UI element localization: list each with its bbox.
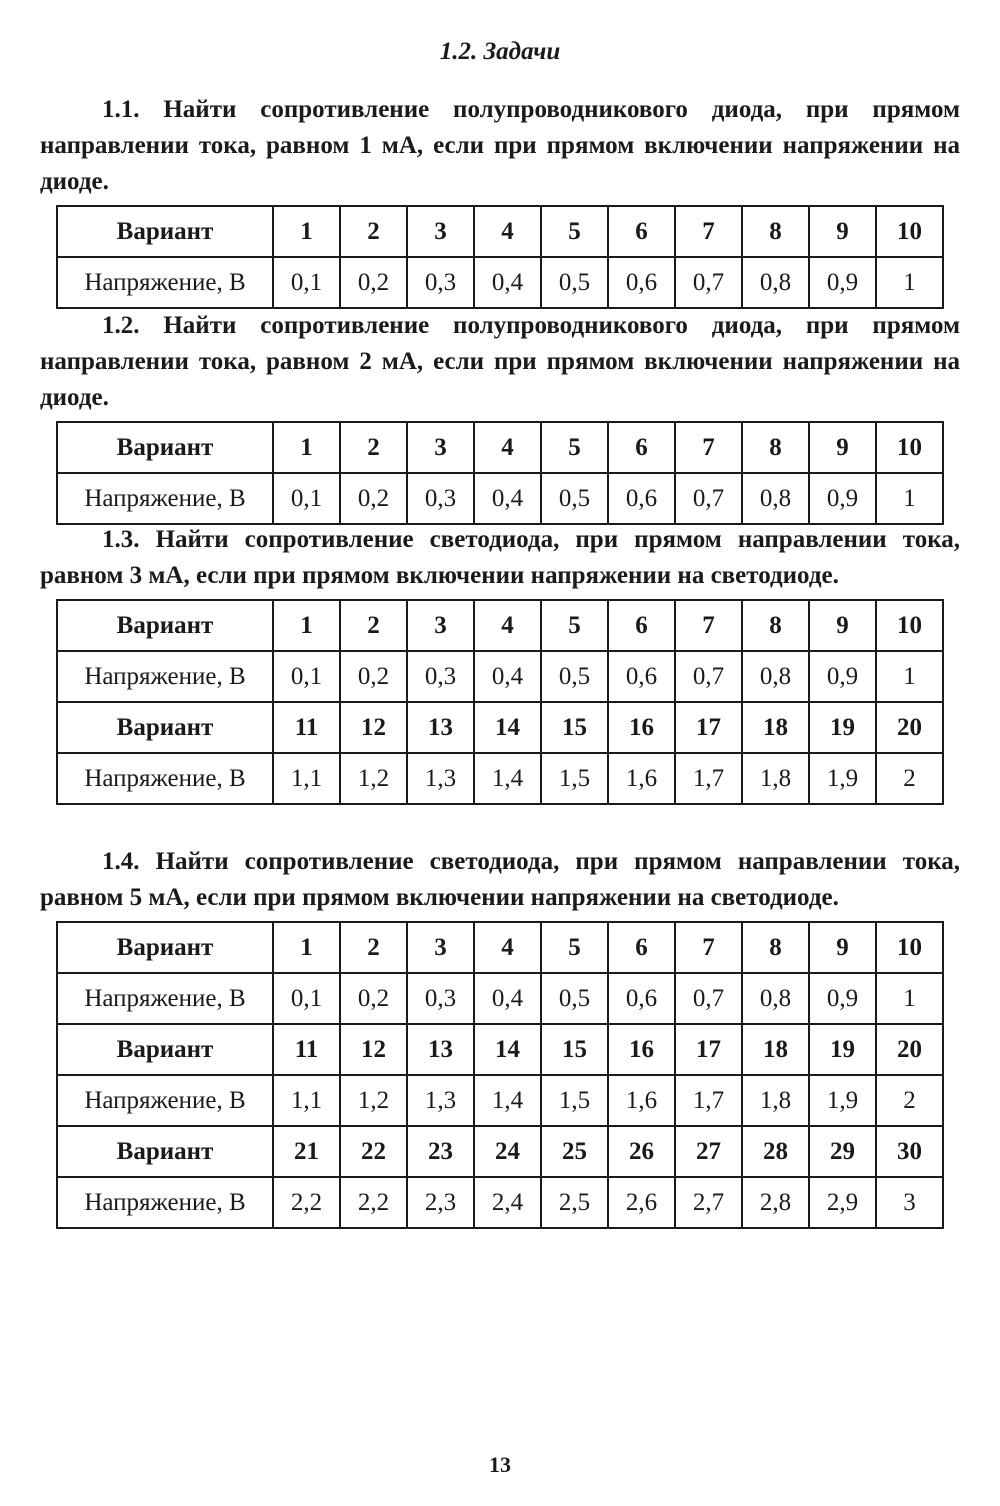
row-header: Напряжение, В — [57, 1177, 273, 1228]
problem-1-3 — [40, 522, 960, 805]
table-cell: 15 — [541, 1024, 608, 1075]
variant-row — [57, 600, 943, 651]
row-header: Напряжение, В — [57, 1075, 273, 1126]
table-cell: 19 — [809, 1024, 876, 1075]
table-cell: 0,1 — [273, 257, 340, 308]
table-cell: 0,2 — [340, 473, 407, 524]
problem-statement: Найти сопротивление полупроводникового диода, при прямом направлении тока, равном 1 мА, если при прямом включении напряжении на диоде. — [40, 96, 960, 195]
variant-row — [57, 702, 943, 753]
table-cell: 10 — [876, 922, 943, 973]
table-cell: 29 — [809, 1126, 876, 1177]
table-cell: 6 — [608, 922, 675, 973]
table-cell: 0,8 — [742, 257, 809, 308]
table-cell: 15 — [541, 702, 608, 753]
problem-1-4 — [40, 844, 960, 1229]
table-cell: 0,6 — [608, 473, 675, 524]
table-cell: 18 — [742, 1024, 809, 1075]
table-cell: 16 — [608, 702, 675, 753]
table-cell: 0,2 — [340, 651, 407, 702]
problem-1-2 — [40, 308, 960, 525]
table-cell: 8 — [742, 422, 809, 473]
table-cell: 1 — [876, 473, 943, 524]
table-cell: 1,4 — [474, 1075, 541, 1126]
table-cell: 10 — [876, 422, 943, 473]
table-cell: 1,7 — [675, 753, 742, 804]
table-cell: 2 — [340, 206, 407, 257]
table-cell: 0,6 — [608, 973, 675, 1024]
table-cell: 2 — [876, 1075, 943, 1126]
table-cell: 9 — [809, 600, 876, 651]
row-header: Вариант — [57, 1024, 273, 1075]
variant-row — [57, 922, 943, 973]
table-cell: 1,2 — [340, 1075, 407, 1126]
table-cell: 13 — [407, 702, 474, 753]
problem-number: 1.3. — [102, 526, 140, 553]
table-cell: 12 — [340, 702, 407, 753]
variant-table — [56, 421, 944, 525]
table-cell: 1,9 — [809, 753, 876, 804]
variant-table — [56, 921, 944, 1229]
table-cell: 1,8 — [742, 753, 809, 804]
table-cell: 0,9 — [809, 257, 876, 308]
variant-row — [57, 422, 943, 473]
problem-number: 1.4. — [102, 848, 140, 875]
problem-text — [40, 844, 960, 916]
variant-row — [57, 1024, 943, 1075]
table-cell: 11 — [273, 1024, 340, 1075]
table-cell: 1,1 — [273, 1075, 340, 1126]
table-cell: 3 — [407, 422, 474, 473]
table-cell: 2,6 — [608, 1177, 675, 1228]
table-cell: 1 — [876, 257, 943, 308]
table-cell: 22 — [340, 1126, 407, 1177]
table-cell: 8 — [742, 206, 809, 257]
table-cell: 2,2 — [340, 1177, 407, 1228]
table-cell: 5 — [541, 922, 608, 973]
table-cell: 2,3 — [407, 1177, 474, 1228]
table-cell: 0,8 — [742, 473, 809, 524]
table-cell: 2,9 — [809, 1177, 876, 1228]
table-cell: 0,7 — [675, 973, 742, 1024]
table-cell: 26 — [608, 1126, 675, 1177]
table-cell: 0,5 — [541, 651, 608, 702]
table-cell: 9 — [809, 922, 876, 973]
problem-statement: Найти сопротивление светодиода, при прямом направлении тока, равном 5 мА, если при прямом включении напряжении на светодиоде. — [40, 848, 960, 911]
table-cell: 14 — [474, 1024, 541, 1075]
row-header: Вариант — [57, 702, 273, 753]
table-cell: 2,4 — [474, 1177, 541, 1228]
table-cell: 2,2 — [273, 1177, 340, 1228]
problem-statement: Найти сопротивление светодиода, при прямом направлении тока, равном 3 мА, если при прямом включении напряжении на светодиоде. — [40, 526, 960, 589]
row-header: Вариант — [57, 206, 273, 257]
table-cell: 1 — [273, 600, 340, 651]
row-header: Напряжение, В — [57, 753, 273, 804]
row-header: Напряжение, В — [57, 257, 273, 308]
table-cell: 2 — [340, 600, 407, 651]
table-cell: 2,7 — [675, 1177, 742, 1228]
voltage-row — [57, 753, 943, 804]
row-header: Вариант — [57, 922, 273, 973]
table-cell: 0,9 — [809, 651, 876, 702]
table-cell: 19 — [809, 702, 876, 753]
table-cell: 5 — [541, 206, 608, 257]
table-cell: 6 — [608, 206, 675, 257]
voltage-row — [57, 651, 943, 702]
table-cell: 5 — [541, 422, 608, 473]
row-header: Напряжение, В — [57, 473, 273, 524]
table-cell: 0,5 — [541, 473, 608, 524]
table-cell: 4 — [474, 600, 541, 651]
table-cell: 1 — [273, 922, 340, 973]
table-cell: 0,8 — [742, 973, 809, 1024]
table-cell: 0,9 — [809, 473, 876, 524]
voltage-row — [57, 1177, 943, 1228]
table-cell: 8 — [742, 922, 809, 973]
table-cell: 0,3 — [407, 257, 474, 308]
table-cell: 1,2 — [340, 753, 407, 804]
voltage-row — [57, 257, 943, 308]
table-cell: 7 — [675, 206, 742, 257]
variant-table — [56, 205, 944, 309]
table-cell: 2,5 — [541, 1177, 608, 1228]
table-cell: 1,5 — [541, 1075, 608, 1126]
table-cell: 0,7 — [675, 651, 742, 702]
voltage-row — [57, 473, 943, 524]
table-cell: 1,7 — [675, 1075, 742, 1126]
table-cell: 18 — [742, 702, 809, 753]
table-cell: 1,6 — [608, 1075, 675, 1126]
table-cell: 1 — [876, 973, 943, 1024]
table-cell: 2 — [340, 922, 407, 973]
problem-number: 1.1. — [102, 96, 140, 123]
table-cell: 6 — [608, 600, 675, 651]
row-header: Напряжение, В — [57, 973, 273, 1024]
table-cell: 30 — [876, 1126, 943, 1177]
table-cell: 1,1 — [273, 753, 340, 804]
variant-table — [56, 599, 944, 805]
table-cell: 0,1 — [273, 973, 340, 1024]
table-cell: 23 — [407, 1126, 474, 1177]
problem-text — [40, 308, 960, 416]
table-cell: 1,4 — [474, 753, 541, 804]
table-cell: 1 — [273, 422, 340, 473]
table-cell: 0,7 — [675, 473, 742, 524]
table-cell: 11 — [273, 702, 340, 753]
voltage-row — [57, 973, 943, 1024]
table-cell: 7 — [675, 422, 742, 473]
table-cell: 0,5 — [541, 973, 608, 1024]
table-cell: 16 — [608, 1024, 675, 1075]
variant-row — [57, 1126, 943, 1177]
table-cell: 2 — [340, 422, 407, 473]
table-cell: 0,6 — [608, 651, 675, 702]
table-cell: 3 — [407, 600, 474, 651]
table-cell: 1,5 — [541, 753, 608, 804]
table-cell: 13 — [407, 1024, 474, 1075]
table-cell: 0,4 — [474, 651, 541, 702]
table-cell: 0,8 — [742, 651, 809, 702]
table-cell: 1 — [273, 206, 340, 257]
table-cell: 1,3 — [407, 753, 474, 804]
table-cell: 20 — [876, 1024, 943, 1075]
table-cell: 0,4 — [474, 473, 541, 524]
table-cell: 1,8 — [742, 1075, 809, 1126]
table-cell: 0,2 — [340, 973, 407, 1024]
table-cell: 5 — [541, 600, 608, 651]
table-cell: 0,4 — [474, 973, 541, 1024]
table-cell: 4 — [474, 206, 541, 257]
table-cell: 8 — [742, 600, 809, 651]
table-cell: 17 — [675, 1024, 742, 1075]
table-cell: 7 — [675, 600, 742, 651]
table-cell: 0,3 — [407, 473, 474, 524]
table-cell: 1,3 — [407, 1075, 474, 1126]
section-title: 1.2. Задачи — [439, 38, 561, 65]
table-cell: 0,1 — [273, 473, 340, 524]
table-cell: 24 — [474, 1126, 541, 1177]
table-cell: 1,9 — [809, 1075, 876, 1126]
table-cell: 12 — [340, 1024, 407, 1075]
table-cell: 6 — [608, 422, 675, 473]
table-cell: 28 — [742, 1126, 809, 1177]
table-cell: 14 — [474, 702, 541, 753]
table-cell: 4 — [474, 922, 541, 973]
voltage-row — [57, 1075, 943, 1126]
table-cell: 1,6 — [608, 753, 675, 804]
page-number: 13 — [489, 1452, 511, 1477]
table-cell: 21 — [273, 1126, 340, 1177]
table-cell: 10 — [876, 206, 943, 257]
table-cell: 20 — [876, 702, 943, 753]
row-header: Вариант — [57, 422, 273, 473]
table-cell: 3 — [876, 1177, 943, 1228]
problem-text — [40, 522, 960, 594]
row-header: Вариант — [57, 600, 273, 651]
table-cell: 0,4 — [474, 257, 541, 308]
table-cell: 2,8 — [742, 1177, 809, 1228]
table-cell: 9 — [809, 422, 876, 473]
row-header: Вариант — [57, 1126, 273, 1177]
table-cell: 1 — [876, 651, 943, 702]
problem-number: 1.2. — [102, 312, 140, 339]
row-header: Напряжение, В — [57, 651, 273, 702]
table-cell: 3 — [407, 922, 474, 973]
table-cell: 0,3 — [407, 651, 474, 702]
table-cell: 10 — [876, 600, 943, 651]
table-cell: 0,7 — [675, 257, 742, 308]
table-cell: 0,6 — [608, 257, 675, 308]
table-cell: 2 — [876, 753, 943, 804]
table-cell: 4 — [474, 422, 541, 473]
table-cell: 25 — [541, 1126, 608, 1177]
table-cell: 0,1 — [273, 651, 340, 702]
table-cell: 9 — [809, 206, 876, 257]
problem-text — [40, 92, 960, 200]
table-cell: 7 — [675, 922, 742, 973]
table-cell: 17 — [675, 702, 742, 753]
table-cell: 0,5 — [541, 257, 608, 308]
table-cell: 0,3 — [407, 973, 474, 1024]
table-cell: 0,9 — [809, 973, 876, 1024]
table-cell: 27 — [675, 1126, 742, 1177]
variant-row — [57, 206, 943, 257]
table-cell: 0,2 — [340, 257, 407, 308]
table-cell: 3 — [407, 206, 474, 257]
problem-1-1 — [40, 92, 960, 309]
problem-statement: Найти сопротивление полупроводникового диода, при прямом направлении тока, равном 2 мА, если при прямом включении напряжении на диоде. — [40, 312, 960, 411]
